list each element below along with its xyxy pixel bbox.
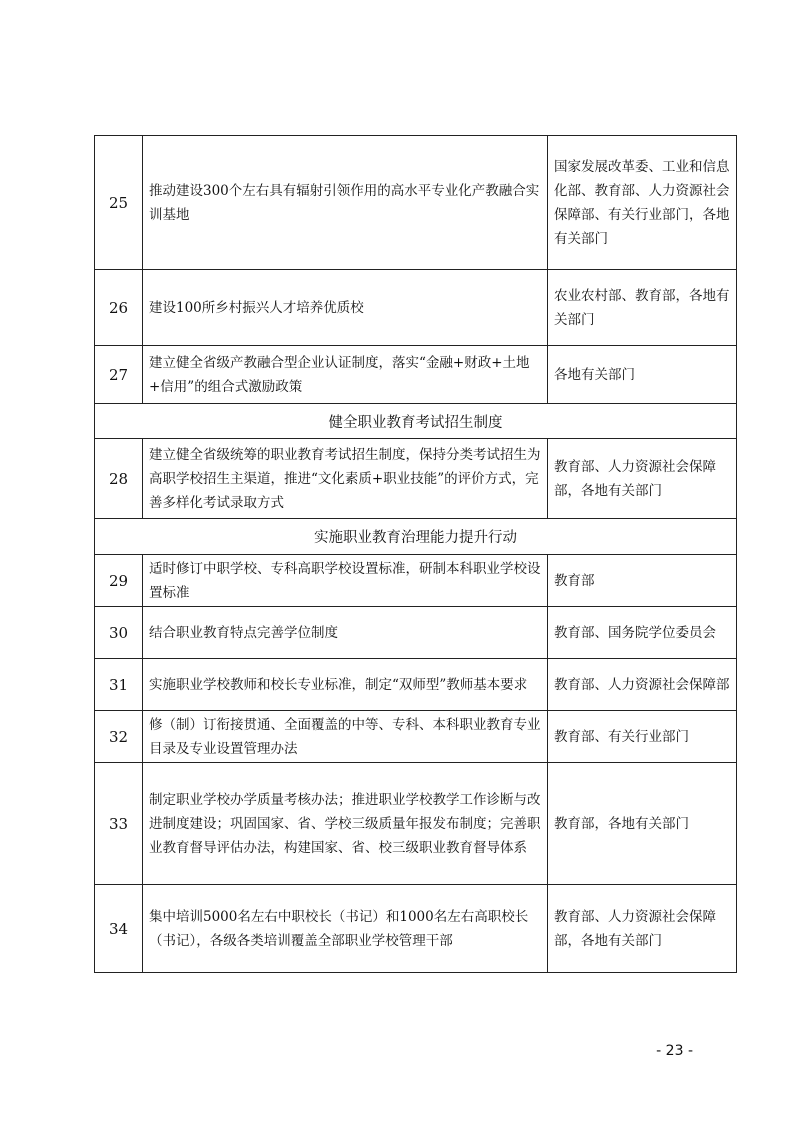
row-number: 26 — [95, 270, 143, 346]
table-row — [95, 763, 737, 885]
row-number: 27 — [95, 346, 143, 404]
responsible-cell: 教育部 — [548, 555, 737, 607]
task-cell: 适时修订中职学校、专科高职学校设置标准，研制本科职业学校设置标准 — [143, 555, 548, 607]
task-table — [94, 135, 737, 973]
row-number: 33 — [95, 763, 143, 885]
section-title: 健全职业教育考试招生制度 — [95, 404, 737, 439]
task-cell: 建立健全省级产教融合型企业认证制度，落实“金融+财政+土地+信用”的组合式激励政策 — [143, 346, 548, 404]
row-number: 29 — [95, 555, 143, 607]
task-cell: 集中培训5000名左右中职校长（书记）和1000名左右高职校长（书记），各级各类培训覆盖全部职业学校管理干部 — [143, 885, 548, 973]
task-cell: 实施职业学校教师和校长专业标准，制定“双师型”教师基本要求 — [143, 659, 548, 711]
task-cell: 制定职业学校办学质量考核办法；推进职业学校教学工作诊断与改进制度建设；巩固国家、省、学校三级质量年报发布制度；完善职业教育督导评估办法，构建国家、省、校三级职业教育督导体系 — [143, 763, 548, 885]
section-row — [95, 404, 737, 439]
table-row — [95, 270, 737, 346]
task-cell: 修（制）订衔接贯通、全面覆盖的中等、专科、本科职业教育专业目录及专业设置管理办法 — [143, 711, 548, 763]
table-row — [95, 555, 737, 607]
table-row — [95, 607, 737, 659]
table-row — [95, 885, 737, 973]
task-table-body — [95, 136, 737, 973]
responsible-cell: 教育部、人力资源社会保障部，各地有关部门 — [548, 439, 737, 519]
task-cell: 建设100所乡村振兴人才培养优质校 — [143, 270, 548, 346]
page-number: - 23 - — [656, 1043, 693, 1059]
responsible-cell: 教育部、国务院学位委员会 — [548, 607, 737, 659]
task-cell: 结合职业教育特点完善学位制度 — [143, 607, 548, 659]
section-title: 实施职业教育治理能力提升行动 — [95, 519, 737, 555]
row-number: 34 — [95, 885, 143, 973]
row-number: 25 — [95, 136, 143, 270]
table-row — [95, 346, 737, 404]
responsible-cell: 教育部，各地有关部门 — [548, 763, 737, 885]
table-row — [95, 711, 737, 763]
row-number: 31 — [95, 659, 143, 711]
table-row — [95, 659, 737, 711]
row-number: 32 — [95, 711, 143, 763]
section-row — [95, 519, 737, 555]
responsible-cell: 国家发展改革委、工业和信息化部、教育部、人力资源社会保障部、有关行业部门，各地有关部门 — [548, 136, 737, 270]
row-number: 30 — [95, 607, 143, 659]
row-number: 28 — [95, 439, 143, 519]
task-cell: 建立健全省级统筹的职业教育考试招生制度，保持分类考试招生为高职学校招生主渠道，推进“文化素质+职业技能”的评价方式，完善多样化考试录取方式 — [143, 439, 548, 519]
task-cell: 推动建设300个左右具有辐射引领作用的高水平专业化产教融合实训基地 — [143, 136, 548, 270]
responsible-cell: 各地有关部门 — [548, 346, 737, 404]
table-row — [95, 439, 737, 519]
responsible-cell: 教育部、人力资源社会保障部 — [548, 659, 737, 711]
responsible-cell: 教育部、人力资源社会保障部，各地有关部门 — [548, 885, 737, 973]
table-row — [95, 136, 737, 270]
responsible-cell: 教育部、有关行业部门 — [548, 711, 737, 763]
responsible-cell: 农业农村部、教育部，各地有关部门 — [548, 270, 737, 346]
